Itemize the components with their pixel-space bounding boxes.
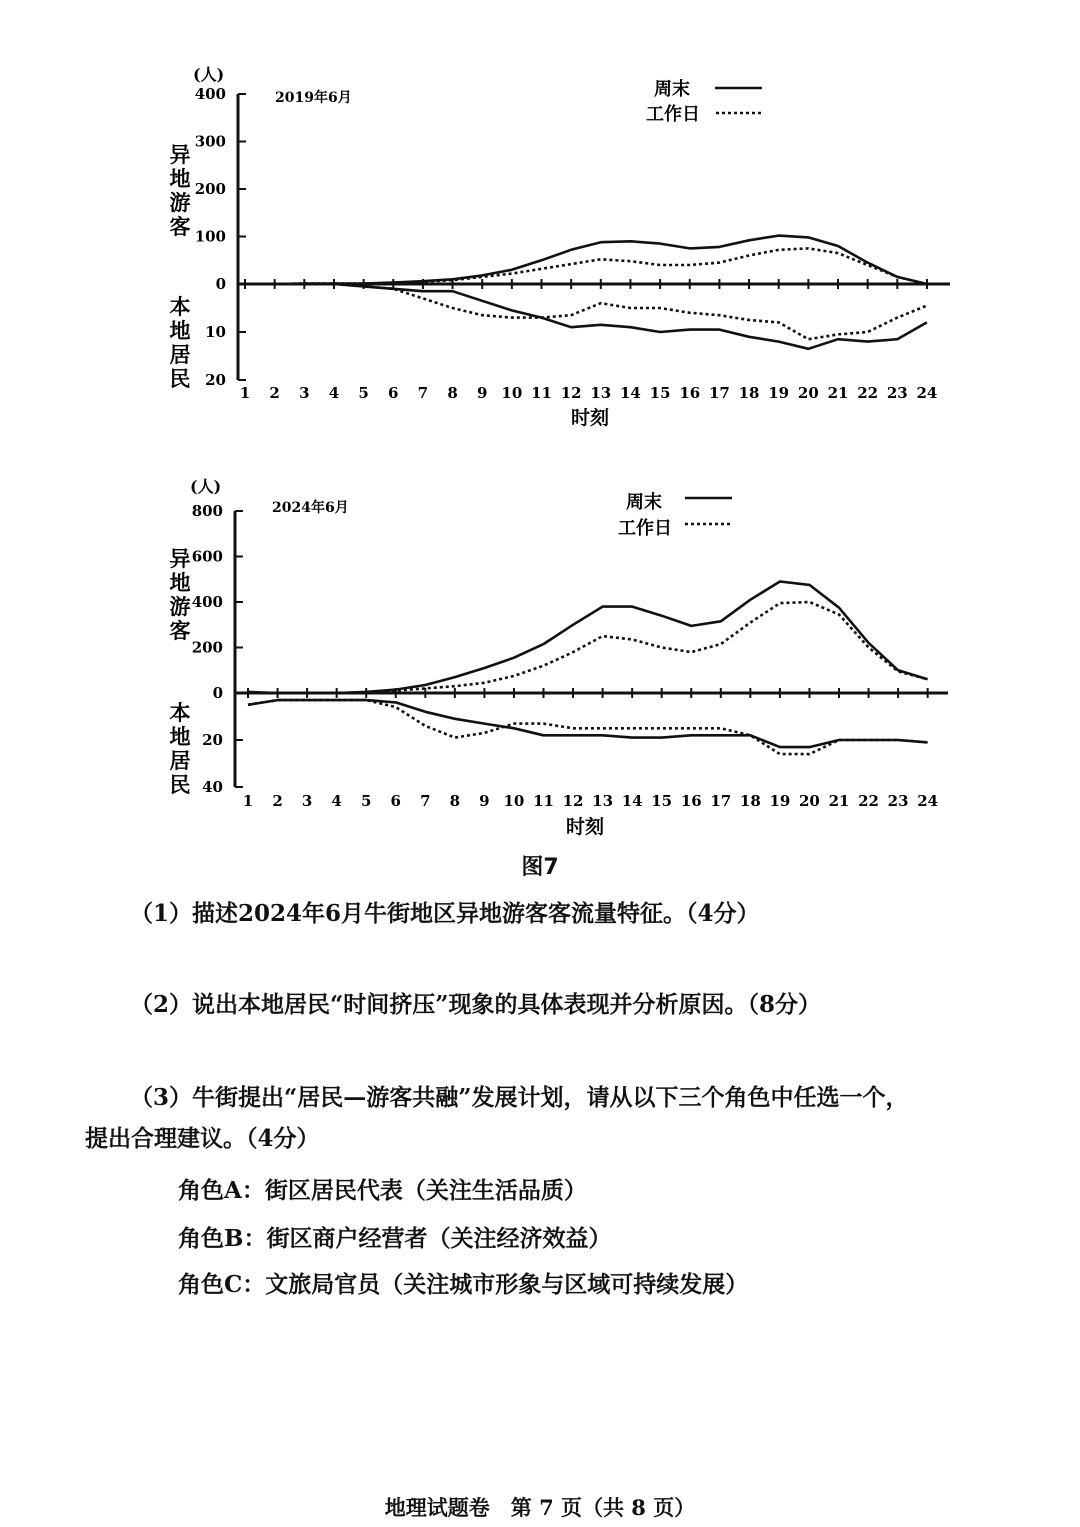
x-tick-label: 24: [917, 792, 939, 810]
x-tick-label: 16: [679, 384, 701, 402]
y-tick-label: 200: [191, 638, 223, 657]
x-tick-label: 2: [269, 384, 280, 402]
role-b: 角色B：街区商户经营者（关注经济效益）: [178, 1225, 612, 1252]
x-tick-label: 1: [239, 384, 251, 402]
x-tick-label: 12: [560, 384, 582, 402]
svg-text:游: 游: [169, 595, 191, 619]
x-tick-label: 4: [328, 384, 340, 402]
unit-label-2019: (人): [193, 65, 225, 84]
svg-text:地: 地: [169, 167, 191, 191]
x-tick-label: 3: [299, 384, 310, 402]
x-tick-label: 4: [331, 792, 342, 810]
x-tick-label: 6: [388, 384, 399, 402]
chart-title-2019: 2019年6月: [275, 90, 352, 106]
x-tick-label: 14: [621, 792, 643, 810]
series-line-residents-weekend: [248, 700, 928, 747]
question-2: （2）说出本地居民“时间挤压”现象的具体表现并分析原因。（8分）: [130, 991, 821, 1018]
series-2024: [248, 582, 928, 755]
x-tick-label: 2: [272, 792, 283, 810]
legend-weekend-label-2024: 周末: [626, 492, 662, 513]
svg-text:客: 客: [169, 619, 191, 643]
x-tick-label: 15: [649, 384, 671, 402]
svg-text:居: 居: [169, 343, 191, 367]
x-tick-label: 17: [710, 792, 732, 810]
x-tick-label: 10: [503, 792, 525, 810]
chart-title-2024: 2024年6月: [272, 500, 349, 516]
svg-text:地: 地: [169, 725, 191, 749]
series-line-visitors-weekend: [248, 582, 928, 694]
svg-text:民: 民: [169, 367, 191, 391]
x-tick-label: 3: [301, 792, 313, 810]
y-tick-label: 0: [215, 275, 226, 293]
legend-2024: [618, 491, 732, 539]
series-2019: [245, 236, 927, 349]
x-tick-label: 7: [417, 384, 429, 402]
series-line-residents-workday: [245, 284, 927, 339]
svg-text:地: 地: [169, 571, 191, 595]
y-label-visitors-2024: [170, 547, 191, 643]
x-tick-label: 8: [447, 384, 458, 402]
svg-text:本: 本: [169, 701, 191, 725]
x-tick-label: 11: [533, 792, 554, 810]
chart-2024-june: [0, 470, 1080, 850]
tick-labels-2024: [170, 502, 939, 810]
series-line-residents-workday: [248, 700, 928, 754]
series-line-visitors-workday: [245, 248, 927, 284]
x-tick-label: 10: [501, 384, 523, 402]
x-tick-label: 6: [390, 792, 401, 810]
role-a: 角色A：街区居民代表（关注生活品质）: [178, 1177, 587, 1204]
y-tick-label: 600: [191, 547, 223, 566]
svg-text:地: 地: [169, 319, 191, 343]
y-label-visitors-2019: [170, 143, 191, 239]
x-tick-label: 11: [531, 384, 552, 402]
y-label-residents-2024: [170, 701, 191, 797]
svg-text:异: 异: [169, 547, 191, 571]
x-tick-label: 22: [858, 792, 879, 810]
chart-2019-june: [0, 60, 1080, 440]
x-tick-label: 18: [738, 384, 760, 402]
question-3: （3）牛街提出“居民—游客共融”发展计划，请从以下三个角色中任选一个，: [130, 1084, 909, 1111]
legend-workday-label-2024: 工作日: [618, 518, 672, 539]
x-tick-label: 21: [828, 792, 850, 810]
x-tick-label: 23: [886, 384, 908, 402]
x-tick-label: 1: [242, 792, 254, 810]
y-tick-label: 200: [194, 180, 226, 198]
tick-labels-2019: [170, 85, 938, 402]
x-tick-label: 18: [739, 792, 761, 810]
y-tick-label: 10: [205, 323, 226, 341]
y-tick-label: 20: [202, 731, 223, 749]
axes-2019: [238, 94, 950, 380]
y-tick-label: 400: [191, 593, 223, 611]
x-tick-label: 5: [358, 384, 369, 402]
x-tick-label: 17: [708, 384, 730, 402]
y-label-residents-2019: [170, 295, 191, 391]
x-tick-label: 21: [827, 384, 849, 402]
axes-2024: [235, 511, 948, 787]
x-tick-label: 23: [887, 792, 909, 810]
x-tick-label: 14: [620, 384, 641, 402]
figure-caption: 图7: [521, 855, 559, 880]
x-tick-label: 16: [680, 792, 702, 810]
x-tick-label: 9: [479, 792, 490, 810]
x-tick-label: 12: [562, 792, 584, 810]
y-tick-label: 20: [205, 371, 226, 389]
x-tick-label: 20: [797, 384, 819, 402]
question-3-continued: 提出合理建议。（4分）: [85, 1125, 320, 1152]
y-tick-label: 0: [212, 684, 223, 702]
x-tick-label: 22: [857, 384, 879, 402]
x-axis-label-2024: 时刻: [565, 816, 605, 838]
x-tick-label: 19: [769, 792, 791, 810]
x-tick-label: 24: [916, 384, 938, 402]
question-1: （1）描述2024年6月牛街地区异地游客客流量特征。（4分）: [130, 900, 760, 927]
x-tick-label: 13: [590, 384, 612, 402]
x-tick-label: 15: [651, 792, 673, 810]
y-tick-label: 800: [191, 502, 223, 520]
x-tick-label: 19: [768, 384, 790, 402]
x-tick-label: 8: [449, 792, 461, 810]
svg-text:居: 居: [169, 749, 191, 773]
series-line-residents-weekend: [245, 284, 927, 349]
svg-text:本: 本: [169, 295, 191, 319]
legend-2019: [646, 78, 762, 125]
y-tick-label: 400: [194, 85, 226, 103]
series-line-visitors-weekend: [245, 236, 927, 284]
y-tick-label: 300: [194, 132, 226, 151]
y-tick-label: 40: [202, 778, 223, 796]
x-tick-label: 7: [420, 792, 431, 810]
svg-text:民: 民: [169, 773, 191, 797]
svg-text:客: 客: [169, 215, 191, 239]
legend-workday-label-2019: 工作日: [646, 104, 700, 125]
x-tick-label: 9: [476, 384, 488, 402]
x-axis-label-2019: 时刻: [570, 407, 610, 429]
svg-text:异: 异: [169, 143, 191, 167]
legend-weekend-label-2019: 周末: [654, 79, 690, 100]
page-footer: 地理试题卷 第 7 页（共 8 页）: [384, 1495, 696, 1520]
x-tick-label: 20: [799, 792, 820, 810]
x-tick-label: 5: [360, 792, 372, 810]
y-tick-label: 100: [194, 227, 226, 246]
x-tick-label: 13: [592, 792, 614, 810]
role-c: 角色C：文旅局官员（关注城市形象与区域可持续发展）: [178, 1271, 749, 1298]
svg-text:游: 游: [169, 191, 191, 215]
unit-label-2024: (人): [190, 477, 222, 496]
